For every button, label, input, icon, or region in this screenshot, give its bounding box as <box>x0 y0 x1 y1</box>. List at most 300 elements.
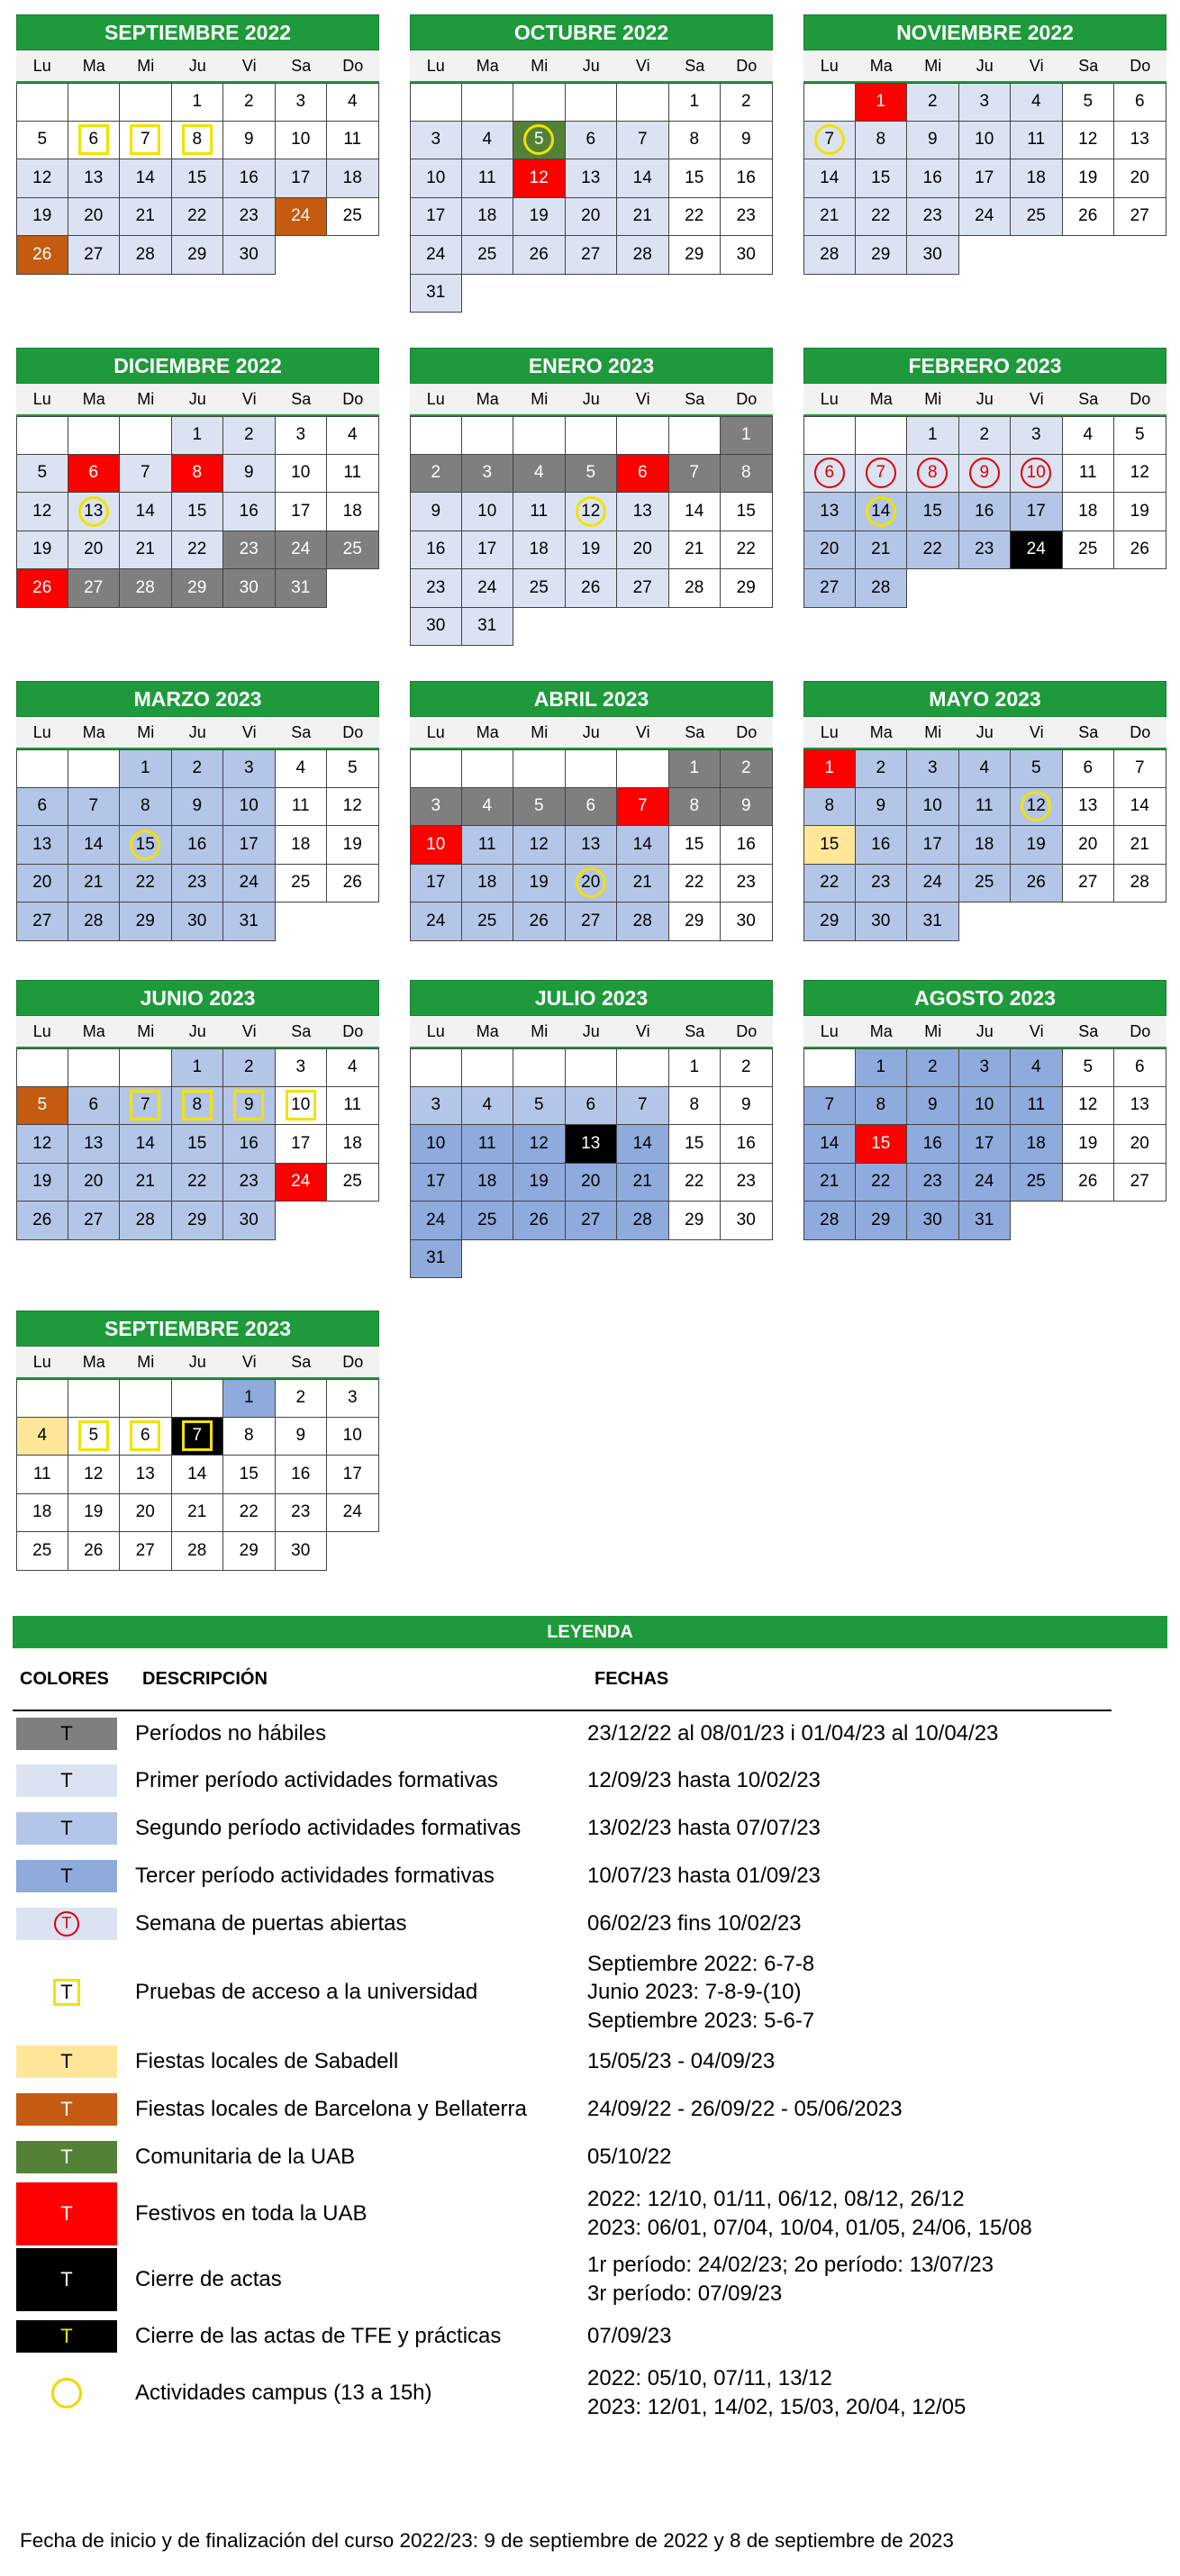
week-row <box>16 903 379 941</box>
day-cell <box>803 1087 856 1126</box>
day-number: 8 <box>192 130 203 150</box>
weekday-label: Mi <box>924 722 942 741</box>
day-number: 24 <box>975 1172 994 1192</box>
day-number: 27 <box>581 911 601 930</box>
day-cell <box>1063 788 1115 827</box>
day-cell <box>327 826 379 865</box>
day-cell <box>223 569 276 608</box>
empty-cell <box>513 83 566 122</box>
day-number: 10 <box>426 168 446 187</box>
legend-dates <box>587 1909 1167 1937</box>
day-number: 31 <box>426 1248 446 1268</box>
weekday-label: Sa <box>291 722 312 741</box>
day-number: 23 <box>426 577 446 597</box>
week-row <box>803 1125 1166 1164</box>
legend-swatch <box>16 2045 117 2078</box>
day-cell <box>276 531 328 570</box>
day-number: 19 <box>342 834 362 854</box>
day-cell <box>1011 865 1063 903</box>
day-number: 28 <box>685 577 704 597</box>
day-cell <box>1011 1164 1063 1202</box>
weekday-label: Lu <box>32 56 51 75</box>
day-cell <box>1114 1164 1166 1202</box>
day-cell <box>959 198 1012 237</box>
day-cell <box>1011 788 1063 827</box>
day-cell <box>276 1532 328 1571</box>
day-cell <box>907 531 959 570</box>
day-number: 31 <box>975 1210 994 1229</box>
day-number: 27 <box>1130 1172 1149 1192</box>
month-days <box>16 749 379 941</box>
legend <box>13 1616 1167 2426</box>
week-row <box>16 1202 379 1240</box>
week-row <box>16 1418 379 1456</box>
day-cell <box>803 865 856 903</box>
empty-cell <box>16 1379 68 1418</box>
day-number: 22 <box>871 206 891 226</box>
day-cell <box>68 1125 121 1164</box>
empty-cell <box>120 83 172 122</box>
day-number: 29 <box>685 244 704 264</box>
day-cell <box>566 236 618 275</box>
legend-swatch-letter: T <box>60 2145 73 2168</box>
weekday-label: Sa <box>685 389 705 408</box>
day-cell <box>223 1087 276 1126</box>
weekday-label: Vi <box>1029 1021 1044 1040</box>
legend-swatch-cell <box>13 2045 135 2078</box>
day-cell <box>721 749 773 788</box>
day-cell <box>327 1418 379 1456</box>
day-cell <box>223 788 276 827</box>
day-cell <box>1114 493 1166 531</box>
day-number: 6 <box>1083 758 1094 778</box>
day-number: 4 <box>482 796 493 816</box>
day-cell <box>617 198 669 237</box>
day-number: 14 <box>187 1464 207 1483</box>
empty-cell <box>16 749 68 788</box>
empty-cell <box>617 83 669 122</box>
day-cell <box>223 1532 276 1571</box>
legend-swatch-cell <box>13 2141 135 2173</box>
day-cell <box>721 788 773 827</box>
day-number: 19 <box>529 873 549 893</box>
day-number: 6 <box>585 1095 596 1115</box>
day-number: 13 <box>84 501 104 521</box>
day-cell <box>276 749 328 788</box>
day-cell <box>721 531 773 570</box>
weekday-label: Lu <box>820 389 839 408</box>
weekday-label: Lu <box>32 722 51 741</box>
day-number: 26 <box>1026 873 1046 893</box>
day-cell <box>120 122 172 160</box>
day-cell <box>327 1087 379 1126</box>
day-number: 12 <box>529 1133 549 1153</box>
day-cell <box>669 1164 722 1202</box>
weekday-label: Ma <box>82 1021 105 1040</box>
legend-swatch-letter: T <box>60 1864 73 1887</box>
day-number: 16 <box>426 540 446 559</box>
week-row <box>410 569 773 608</box>
legend-description: Fiestas locales de Barcelona y Bellaterra <box>135 2096 527 2121</box>
legend-row <box>13 2037 1167 2085</box>
day-cell <box>16 865 68 903</box>
month-days <box>16 1379 379 1571</box>
day-cell <box>907 493 959 531</box>
legend-swatch-letter: T <box>60 1768 73 1791</box>
day-cell <box>462 865 514 903</box>
week-row <box>803 1048 1166 1087</box>
day-cell <box>856 1164 908 1202</box>
day-number: 2 <box>927 92 938 112</box>
day-number: 28 <box>820 1210 840 1229</box>
day-number: 25 <box>1078 540 1098 559</box>
day-cell <box>1114 1087 1166 1126</box>
day-number: 8 <box>140 796 150 816</box>
day-cell <box>68 1087 121 1126</box>
weekday-header <box>803 384 1166 416</box>
day-cell <box>120 788 172 827</box>
day-number: 13 <box>84 1133 104 1153</box>
day-cell <box>223 1048 276 1087</box>
day-cell <box>959 416 1012 455</box>
day-cell <box>1011 1125 1063 1164</box>
day-cell <box>669 159 722 198</box>
day-cell <box>566 493 618 531</box>
empty-cell <box>566 749 618 788</box>
day-number: 18 <box>477 206 497 226</box>
day-cell <box>617 159 669 198</box>
weekday-label: Mi <box>924 1021 942 1040</box>
day-number: 1 <box>192 1057 203 1077</box>
legend-description: Comunitaria de la UAB <box>135 2144 356 2169</box>
day-number: 5 <box>533 796 544 816</box>
day-number: 25 <box>342 1172 362 1192</box>
day-cell <box>172 1532 224 1571</box>
day-number: 6 <box>637 463 648 483</box>
day-number: 13 <box>632 501 652 521</box>
day-number: 5 <box>1083 92 1094 112</box>
day-cell <box>276 826 328 865</box>
empty-cell <box>462 416 514 455</box>
week-row <box>410 236 773 275</box>
day-number: 28 <box>1130 873 1149 893</box>
day-number: 10 <box>291 130 311 150</box>
day-cell <box>617 826 669 865</box>
day-number: 4 <box>1030 1057 1041 1077</box>
day-cell <box>223 826 276 865</box>
day-cell <box>16 531 68 570</box>
day-number: 4 <box>482 1095 493 1115</box>
day-number: 22 <box>685 206 704 226</box>
day-number: 25 <box>529 577 549 597</box>
day-cell <box>513 569 566 608</box>
legend-swatch <box>16 1812 117 1845</box>
weekday-label: Lu <box>426 56 445 75</box>
day-cell <box>276 1087 328 1126</box>
legend-description: Cierre de actas <box>135 2266 282 2291</box>
legend-row <box>13 1756 1167 1804</box>
day-cell <box>907 159 959 198</box>
empty-cell <box>68 416 121 455</box>
day-number: 30 <box>239 244 259 264</box>
weekday-label: Vi <box>241 1352 257 1371</box>
day-number: 30 <box>736 911 756 930</box>
empty-cell <box>462 83 514 122</box>
weekday-label: Vi <box>1029 389 1044 408</box>
legend-dates <box>587 1950 1167 2035</box>
legend-description: Cierre de las actas de TFE y prácticas <box>135 2323 502 2348</box>
day-number: 10 <box>975 130 994 150</box>
day-cell <box>68 236 121 275</box>
day-number: 19 <box>84 1502 104 1522</box>
weekday-header <box>16 384 379 416</box>
day-number: 19 <box>1026 834 1046 854</box>
day-number: 23 <box>975 540 994 559</box>
day-cell <box>172 1125 224 1164</box>
day-number: 31 <box>239 911 259 930</box>
legend-description: Períodos no hábiles <box>135 1721 327 1746</box>
day-number: 22 <box>135 873 155 893</box>
day-cell <box>16 1087 68 1126</box>
day-cell <box>803 1202 856 1240</box>
day-cell <box>959 1164 1012 1202</box>
empty-cell <box>617 749 669 788</box>
day-number: 8 <box>192 1095 203 1115</box>
day-cell <box>1114 1048 1166 1087</box>
day-cell <box>617 569 669 608</box>
day-cell <box>721 1048 773 1087</box>
day-number: 23 <box>187 873 207 893</box>
week-row <box>16 493 379 531</box>
day-number: 17 <box>291 501 311 521</box>
legend-row <box>13 1711 1167 1756</box>
weekday-label: Vi <box>241 1021 257 1040</box>
day-number: 30 <box>239 1210 259 1229</box>
legend-dates <box>587 1766 1167 1794</box>
day-cell <box>172 826 224 865</box>
day-cell <box>669 493 722 531</box>
day-number: 23 <box>922 206 942 226</box>
empty-cell <box>16 1048 68 1087</box>
day-number: 9 <box>979 463 990 483</box>
week-row <box>16 749 379 788</box>
day-cell <box>172 236 224 275</box>
day-cell <box>120 493 172 531</box>
week-row <box>410 1240 773 1279</box>
day-cell <box>566 903 618 941</box>
day-cell <box>669 531 722 570</box>
day-number: 11 <box>975 796 994 816</box>
month-calendar <box>16 348 379 608</box>
day-cell <box>120 1125 172 1164</box>
day-cell <box>1063 122 1115 160</box>
weekday-label: Do <box>1130 1021 1151 1040</box>
day-cell <box>223 1494 276 1533</box>
day-cell <box>1114 1125 1166 1164</box>
week-row <box>410 493 773 531</box>
day-number: 9 <box>927 1095 938 1115</box>
weekday-header <box>410 384 773 416</box>
empty-cell <box>16 83 68 122</box>
day-cell <box>462 1087 514 1126</box>
day-cell <box>1114 531 1166 570</box>
month-days <box>16 1048 379 1240</box>
day-number: 29 <box>685 1210 704 1229</box>
day-cell <box>16 1532 68 1571</box>
day-cell <box>16 903 68 941</box>
week-row <box>16 1164 379 1202</box>
day-cell <box>856 236 908 275</box>
day-number: 22 <box>922 540 942 559</box>
month-days <box>16 416 379 608</box>
weekday-label: Lu <box>820 56 839 75</box>
day-number: 2 <box>295 1388 306 1408</box>
legend-swatch-cell <box>13 1718 135 1750</box>
day-number: 7 <box>140 463 150 483</box>
day-number: 14 <box>632 1133 652 1153</box>
week-row <box>410 198 773 237</box>
day-number: 24 <box>922 873 942 893</box>
legend-row <box>13 1947 1167 2037</box>
day-cell <box>276 1164 328 1202</box>
day-number: 16 <box>871 834 891 854</box>
day-cell <box>1011 416 1063 455</box>
day-number: 20 <box>1130 1133 1149 1153</box>
day-number: 11 <box>530 501 549 521</box>
day-number: 30 <box>736 1210 756 1229</box>
empty-cell <box>566 1048 618 1087</box>
day-cell <box>223 1164 276 1202</box>
day-cell <box>907 1125 959 1164</box>
day-cell <box>68 1418 121 1456</box>
day-number: 18 <box>291 834 311 854</box>
day-cell <box>327 198 379 237</box>
day-number: 27 <box>135 1540 155 1560</box>
legend-swatch-cell <box>13 2248 135 2311</box>
day-cell <box>566 865 618 903</box>
legend-swatch-cell <box>13 2182 135 2245</box>
day-cell <box>327 455 379 494</box>
day-cell <box>68 531 121 570</box>
day-cell <box>120 1532 172 1571</box>
day-cell <box>856 1202 908 1240</box>
day-number: 27 <box>632 577 652 597</box>
weekday-label: Ma <box>476 1021 499 1040</box>
day-number: 13 <box>581 168 601 187</box>
day-cell <box>513 236 566 275</box>
legend-swatch <box>16 1718 117 1750</box>
day-number: 26 <box>581 577 601 597</box>
day-number: 3 <box>979 1057 990 1077</box>
legend-row <box>13 2312 1167 2360</box>
weekday-label: Sa <box>291 1352 312 1371</box>
day-cell <box>276 159 328 198</box>
day-number: 9 <box>927 130 938 150</box>
legend-description: Fiestas locales de Sabadell <box>135 2048 399 2073</box>
day-number: 27 <box>32 911 52 930</box>
empty-cell <box>462 749 514 788</box>
day-cell <box>856 1048 908 1087</box>
day-cell <box>566 569 618 608</box>
day-number: 7 <box>192 1426 203 1446</box>
day-number: 24 <box>342 1502 362 1522</box>
day-number: 30 <box>736 244 756 264</box>
weekday-label: Ju <box>582 1021 600 1040</box>
weekday-label: Ju <box>582 722 600 741</box>
day-cell <box>513 865 566 903</box>
month-calendar <box>16 681 379 941</box>
day-number: 6 <box>1134 92 1145 112</box>
month-title: JUNIO 2023 <box>16 980 379 1016</box>
day-cell <box>721 122 773 160</box>
day-number: 26 <box>32 244 52 264</box>
empty-cell <box>120 416 172 455</box>
day-number: 11 <box>477 1133 496 1153</box>
day-number: 18 <box>1078 501 1098 521</box>
day-cell <box>907 122 959 160</box>
day-number: 3 <box>295 92 306 112</box>
day-number: 6 <box>88 463 99 483</box>
day-cell <box>276 83 328 122</box>
day-number: 13 <box>820 501 840 521</box>
legend-dates <box>587 2047 1167 2075</box>
weekday-header <box>16 717 379 749</box>
day-cell <box>410 275 462 313</box>
day-cell <box>907 236 959 275</box>
day-number: 23 <box>736 873 756 893</box>
day-number: 11 <box>32 1464 51 1483</box>
day-cell <box>907 1087 959 1126</box>
weekday-label: Mi <box>137 1021 155 1040</box>
day-number: 25 <box>291 873 311 893</box>
day-number: 23 <box>239 540 259 559</box>
day-number: 19 <box>1130 501 1149 521</box>
day-number: 27 <box>581 244 601 264</box>
day-number: 7 <box>637 130 648 150</box>
day-number: 3 <box>431 1095 441 1115</box>
day-number: 26 <box>1078 1172 1098 1192</box>
day-number: 9 <box>431 501 441 521</box>
day-number: 1 <box>192 92 203 112</box>
day-cell <box>462 1164 514 1202</box>
day-cell <box>1063 198 1115 237</box>
day-cell <box>907 455 959 494</box>
empty-cell <box>16 416 68 455</box>
day-number: 7 <box>88 796 99 816</box>
day-number: 28 <box>84 911 104 930</box>
day-number: 22 <box>187 206 207 226</box>
day-cell <box>16 826 68 865</box>
day-cell <box>1114 788 1166 827</box>
day-cell <box>617 903 669 941</box>
legend-swatch <box>16 2141 117 2173</box>
weekday-header <box>410 717 773 749</box>
day-number: 19 <box>581 540 601 559</box>
legend-date-line: 23/12/22 al 08/01/23 i 01/04/23 al 10/04/23 <box>587 1721 999 1746</box>
day-number: 29 <box>871 244 891 264</box>
day-cell <box>803 1125 856 1164</box>
day-number: 19 <box>1078 168 1098 187</box>
empty-cell <box>172 1379 224 1418</box>
weekday-label: Sa <box>1078 389 1099 408</box>
day-number: 18 <box>975 834 994 854</box>
day-cell <box>721 865 773 903</box>
week-row <box>803 1164 1166 1202</box>
day-number: 19 <box>529 1172 549 1192</box>
day-number: 28 <box>871 577 891 597</box>
day-cell <box>68 1532 121 1571</box>
day-number: 17 <box>291 1133 311 1153</box>
